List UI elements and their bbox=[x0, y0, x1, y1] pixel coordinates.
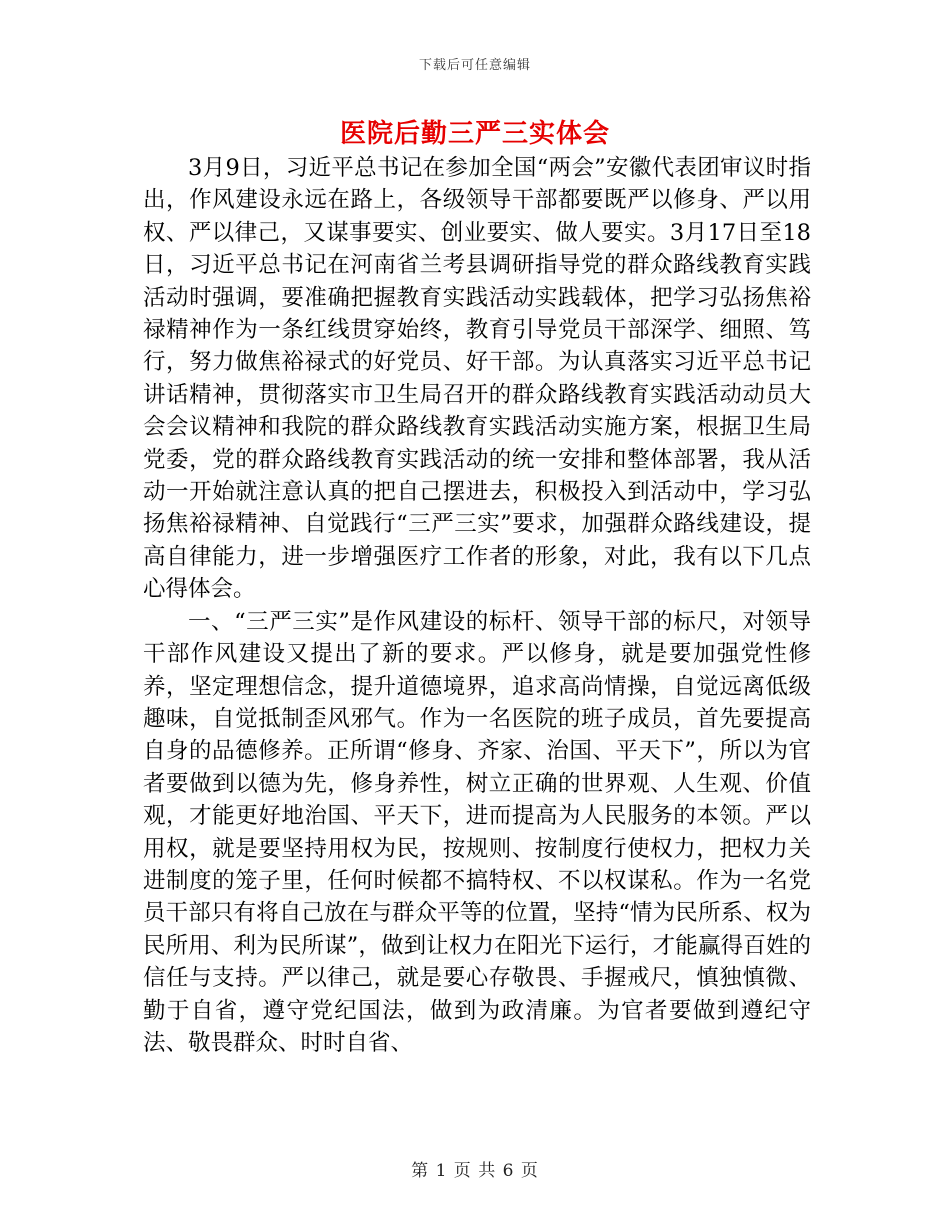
document-body bbox=[143, 152, 811, 1059]
paragraph-section-one: 一、“三严三实”是作风建设的标杆、领导干部的标尺，对领导干部作风建设又提出了新的要求。严以修身，就是要加强党性修养，坚定理想信念，提升道德境界，追求高尚情操，自觉远离低级趣味，自觉抵制歪风邪气。作为一名医院的班子成员，首先要提高自身的品德修养。正所谓“修身、齐家、治国、平天下”，所以为官者要做到以德为先，修身养性，树立正确的世界观、人生观、价值观，才能更好地治国、平天下，进而提高为人民服务的本领。严以用权，就是要坚持用权为民，按规则、按制度行使权力，把权力关进制度的笼子里，任何时候都不搞特权、不以权谋私。作为一名党员干部只有将自己放在与群众平等的位置，坚持“情为民所系、权为民所用、利为民所谋”，做到让权力在阳光下运行，才能赢得百姓的信任与支持。严以律己，就是要心存敬畏、手握戒尺，慎独慎微、勤于自省，遵守党纪国法，做到为政清廉。为官者要做到遵纪守法、敬畏群众、时时自省、 bbox=[143, 608, 811, 1056]
document-title: 医院后勤三严三实体会 bbox=[339, 119, 610, 149]
page-number: 第 1 页 共 6 页 bbox=[411, 1161, 539, 1181]
paragraph-intro: 3月9日，习近平总书记在参加全国“两会”安徽代表团审议时指出，作风建设永远在路上，各级领导干部都要既严以修身、严以用权、严以律己，又谋事要实、创业要实、做人要实。3月17日至18日，习近平总书记在河南省兰考县调研指导党的群众路线教育实践活动时强调，要准确把握教育实践活动实践载体，把学习弘扬焦裕禄精神作为一条红线贯穿始终，教育引导党员干部深学、细照、笃行，努力做焦裕禄式的好党员、好干部。为认真落实习近平总书记讲话精神，贯彻落实市卫生局召开的群众路线教育实践活动动员大会会议精神和我院的群众路线教育实践活动实施方案，根据卫生局党委，党的群众路线教育实践活动的统一安排和整体部署，我从活动一开始就注意认真的把自己摆进去，积极投入到活动中，学习弘扬焦裕禄精神、自觉践行“三严三实”要求，加强群众路线建设，提高自律能力，进一步增强医疗工作者的形象，对此，我有以下几点心得体会。 bbox=[143, 155, 811, 603]
header-note: 下载后可任意编辑 bbox=[418, 58, 531, 73]
